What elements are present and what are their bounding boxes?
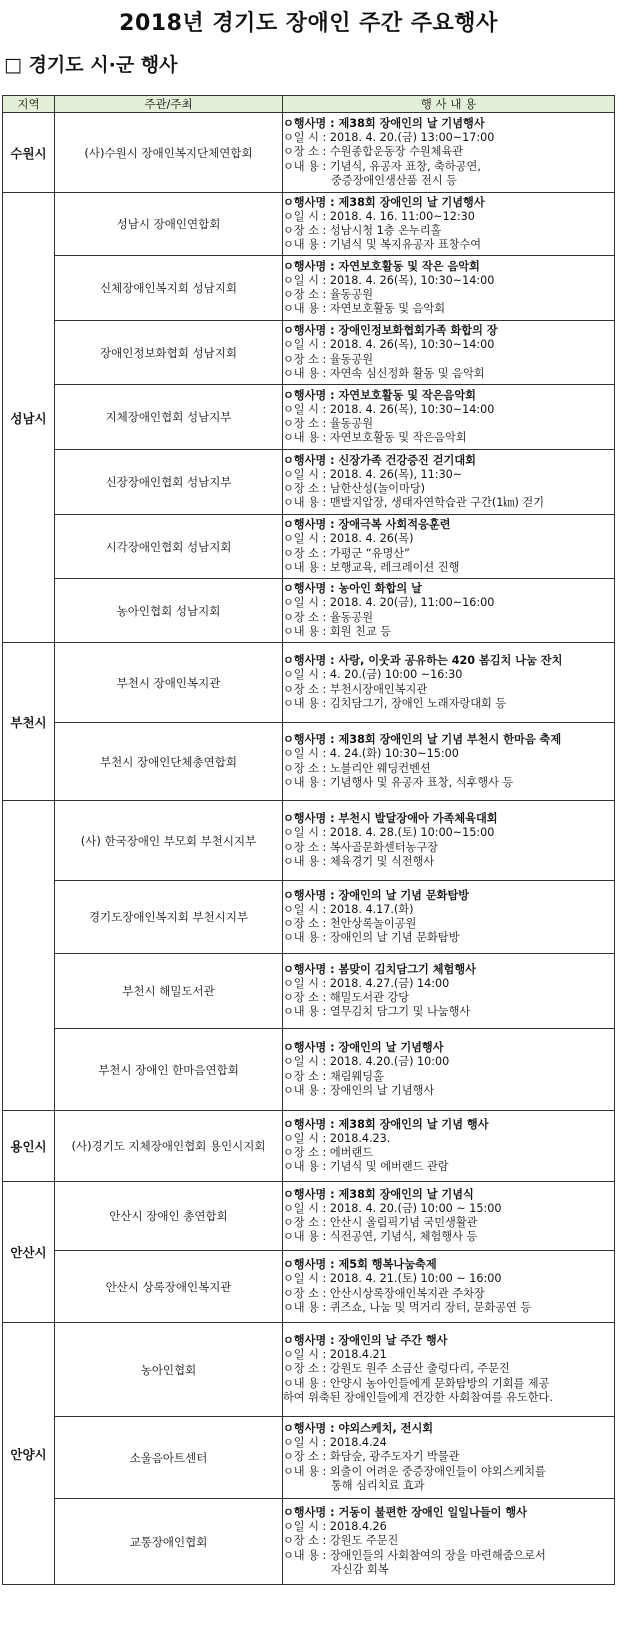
content-cell [283, 385, 615, 450]
content-line: ㅇ행사명 : 거동이 불편한 장애인 일일나들이 행사 [283, 1506, 527, 1520]
region-cell: 용인시 [3, 1111, 55, 1182]
content-line: ㅇ장 소 : 안산시상록장애인복지관 주차장 [283, 1286, 485, 1300]
content-line: ㅇ내 용 : 회원 친교 등 [283, 624, 392, 638]
section-title: □ 경기도 시·군 행사 [4, 54, 178, 76]
content-line: ㅇ내 용 : 퀴즈쇼, 나눔 및 먹거리 장터, 문화공연 등 [283, 1300, 532, 1314]
content-line: ㅇ장 소 : 채림웨딩홀 [283, 1069, 384, 1083]
content-line: ㅇ일 시 : 2018. 4. 26(목), 10:30~14:00 [283, 273, 495, 287]
host-cell: 부천시 장애인복지관 [55, 643, 283, 723]
document-title: 2018년 경기도 장애인 주간 주요행사 [119, 11, 498, 36]
table-row [3, 579, 615, 643]
content-line: ㅇ장 소 : 율동공원 [283, 288, 374, 301]
content-line: ㅇ일 시 : 2018. 4. 20(금), 11:00~16:00 [283, 596, 495, 610]
content-cell [283, 723, 615, 801]
content-line: ㅇ장 소 : 강원도 주문진 [283, 1534, 399, 1548]
host-cell: 농아인협회 성남지회 [55, 579, 283, 643]
host-cell: 장애인정보화협회 성남지회 [55, 321, 283, 385]
table-row [3, 1417, 615, 1499]
content-cell [283, 1417, 615, 1499]
content-line: ㅇ내 용 : 보행교육, 레크레이션 진행 [283, 560, 460, 574]
content-line: ㅇ내 용 : 기념행사 및 유공자 표창, 식후행사 등 [283, 775, 514, 789]
content-cell [283, 1499, 615, 1585]
content-line: ㅇ내 용 : 맨발지압장, 생태자연학습관 구간(1㎞) 걷기 [283, 496, 545, 510]
content-line: 하여 위축된 장애인들에게 건강한 사회참여를 유도한다. [283, 1390, 553, 1404]
content-line: ㅇ장 소 : 가평군 “유명산” [283, 546, 410, 560]
content-line: ㅇ행사명 : 장애인의 날 기념행사 [283, 1041, 444, 1055]
host-cell: 소울음아트센터 [55, 1417, 283, 1499]
content-line: ㅇ내 용 : 기념식 및 복지유공자 표창수여 [283, 238, 482, 252]
content-line: ㅇ장 소 : 남한산성(놀이마당) [283, 482, 426, 495]
content-line: ㅇ장 소 : 율동공원 [283, 610, 374, 624]
host-cell: 안산시 상록장애인복지관 [55, 1251, 283, 1323]
table-row [3, 1323, 615, 1417]
content-line: ㅇ일 시 : 2018. 4. 20.(금) 13:00~17:00 [283, 131, 495, 145]
host-cell: 교통장애인협회 [55, 1499, 283, 1585]
content-line: ㅇ일 시 : 2018.4.21 [283, 1348, 387, 1362]
table-row [3, 321, 615, 385]
content-line: ㅇ장 소 : 부천시장애인복지관 [283, 682, 428, 696]
content-cell [283, 1323, 615, 1417]
content-line: ㅇ내 용 : 기념식, 유공자 표창, 축하공연, [283, 159, 481, 173]
table-row [3, 515, 615, 579]
content-line: ㅇ행사명 : 제38회 장애인의 날 기념식 [283, 1187, 474, 1201]
content-line: ㅇ행사명 : 장애인정보화협회가족 화합의 장 [283, 324, 498, 338]
content-line: ㅇ장 소 : 강원도 원주 소금산 출렁다리, 주문진 [283, 1362, 510, 1376]
content-line: ㅇ내 용 : 열무김치 담그기 및 나눔행사 [283, 1005, 471, 1019]
content-line: ㅇ장 소 : 안산시 올림픽기념 국민생활관 [283, 1216, 478, 1229]
content-line: ㅇ일 시 : 2018.4.24 [283, 1436, 387, 1450]
content-line: ㅇ행사명 : 장애인의 날 기념 문화탐방 [283, 888, 470, 902]
content-line: ㅇ내 용 : 장애인의 날 기념 문화탐방 [283, 931, 460, 945]
content-cell [283, 1251, 615, 1323]
content-line: ㅇ일 시 : 2018. 4.27.(금) 14:00 [283, 976, 450, 990]
host-cell: 지체장애인협회 성남지부 [55, 385, 283, 450]
table-row [3, 385, 615, 450]
content-line: ㅇ행사명 : 야외스케치, 전시회 [283, 1422, 434, 1436]
content-cell [283, 579, 615, 643]
content-line: ㅇ일 시 : 2018. 4. 26(목), 10:30~14:00 [283, 402, 495, 416]
content-cell [283, 256, 615, 321]
content-cell [283, 954, 615, 1029]
content-line: ㅇ일 시 : 2018.4.26 [283, 1520, 387, 1534]
event-table [2, 95, 615, 1585]
content-line: ㅇ내 용 : 안양시 농아인들에게 문화탐방의 기회를 제공 [283, 1376, 550, 1390]
host-cell: (사) 한국장애인 부모회 부천시지부 [55, 801, 283, 881]
content-line: ㅇ행사명 : 제38회 장애인의 날 기념 행사 [283, 1117, 489, 1131]
region-cell: 안산시 [3, 1182, 55, 1323]
content-cell [283, 1029, 615, 1111]
content-line: ㅇ일 시 : 2018. 4.20.(금) 10:00 [283, 1055, 450, 1069]
content-cell [283, 801, 615, 881]
content-line: ㅇ일 시 : 2018. 4. 26(목), 10:30~14:00 [283, 338, 495, 352]
content-line: ㅇ내 용 : 장애인들의 사회참여의 장을 마련해줌으로서 [283, 1548, 546, 1562]
table-row [3, 643, 615, 723]
table-header-row [3, 96, 615, 113]
host-cell: 신장장애인협회 성남지부 [55, 450, 283, 515]
content-line: ㅇ장 소 : 성남시청 1층 온누리홀 [283, 224, 442, 237]
host-cell: (사)수원시 장애인복지단체연합회 [55, 113, 283, 193]
host-cell: 신체장애인복지회 성남지회 [55, 256, 283, 321]
content-line: ㅇ장 소 : 노블리안 웨딩컨벤션 [283, 761, 431, 775]
content-cell [283, 321, 615, 385]
content-line: ㅇ행사명 : 제38회 장애인의 날 기념행사 [283, 195, 485, 209]
table-row [3, 113, 615, 193]
content-line: ㅇ내 용 : 식전공연, 기념식, 체험행사 등 [283, 1230, 478, 1244]
content-line: ㅇ행사명 : 농아인 화합의 날 [283, 582, 422, 596]
table-row [3, 450, 615, 515]
content-line: ㅇ일 시 : 2018. 4. 26(목) [283, 532, 414, 546]
table-row [3, 954, 615, 1029]
content-line: ㅇ일 시 : 2018. 4. 20.(금) 10:00 ~ 15:00 [283, 1201, 502, 1215]
table-row [3, 801, 615, 881]
content-line: ㅇ장 소 : 해밀도서관 강당 [283, 991, 410, 1004]
content-line: ㅇ행사명 : 신장가족 건강증진 걷기대회 [283, 453, 476, 467]
host-cell: (사)경기도 지체장애인협회 용인시지회 [55, 1111, 283, 1182]
content-line: ㅇ내 용 : 자연속 심신정화 활동 및 음악회 [283, 366, 485, 380]
content-line: ㅇ행사명 : 제38회 장애인의 날 기념행사 [283, 117, 485, 131]
content-cell [283, 643, 615, 723]
header-host: 주관/주최 [55, 96, 283, 113]
content-line: ㅇ일 시 : 2018. 4. 16. 11:00~12:30 [283, 209, 475, 223]
table-row [3, 723, 615, 801]
content-line: ㅇ일 시 : 2018. 4. 21.(토) 10:00 ~ 16:00 [283, 1272, 502, 1286]
content-line: 통해 심리치료 효과 [331, 1478, 425, 1492]
content-cell [283, 881, 615, 954]
content-line: ㅇ장 소 : 율동공원 [283, 417, 374, 430]
content-line: ㅇ행사명 : 장애인의 날 주간 행사 [283, 1334, 448, 1348]
content-line: ㅇ내 용 : 외출이 어려운 중증장애인들이 야외스케치를 [283, 1464, 546, 1478]
table-row [3, 1251, 615, 1323]
host-cell: 시각장애인협회 성남지회 [55, 515, 283, 579]
content-line: ㅇ장 소 : 천안상록놀이공원 [283, 917, 417, 930]
content-cell [283, 450, 615, 515]
host-cell: 안산시 장애인 총연합회 [55, 1182, 283, 1251]
content-cell [283, 1182, 615, 1251]
host-cell: 부천시 해밀도서관 [55, 954, 283, 1029]
content-line: ㅇ행사명 : 장애극복 사회적응훈련 [283, 518, 451, 532]
table-row [3, 881, 615, 954]
content-line: ㅇ장 소 : 율동공원 [283, 352, 374, 366]
content-line: ㅇ일 시 : 2018.4.23. [283, 1131, 391, 1145]
table-row [3, 1499, 615, 1585]
table-row [3, 1111, 615, 1182]
content-line: ㅇ내 용 : 장애인의 날 기념행사 [283, 1083, 435, 1097]
content-line: ㅇ행사명 : 제5회 행복나눔축제 [283, 1258, 437, 1272]
content-line: ㅇ내 용 : 기념식 및 에버랜드 관람 [283, 1160, 449, 1174]
content-line: ㅇ장 소 : 수원종합운동장 수원체육관 [283, 145, 464, 159]
content-cell [283, 113, 615, 193]
content-line: ㅇ내 용 : 체육경기 및 식전행사 [283, 854, 435, 868]
host-cell: 부천시 장애인단체총연합회 [55, 723, 283, 801]
header-region: 지역 [3, 96, 55, 113]
host-cell: 농아인협회 [55, 1323, 283, 1417]
content-line: ㅇ행사명 : 자연보호활동 및 작은 음악회 [283, 259, 480, 273]
content-line: ㅇ내 용 : 김치담그기, 장애인 노래자랑대회 등 [283, 696, 507, 710]
content-cell [283, 193, 615, 256]
content-cell [283, 515, 615, 579]
content-line: ㅇ행사명 : 자연보호활동 및 작은음악회 [283, 388, 476, 402]
content-line: ㅇ일 시 : 4. 20.(금) 10:00 ~16:30 [283, 668, 463, 682]
content-line: ㅇ일 시 : 2018. 4. 28.(토) 10:00~15:00 [283, 826, 495, 840]
content-line: ㅇ내 용 : 자연보호활동 및 음악회 [283, 302, 446, 316]
region-cell: 안양시 [3, 1323, 55, 1585]
table-row [3, 1029, 615, 1111]
region-cell [3, 801, 55, 1111]
content-line: ㅇ일 시 : 2018. 4.17.(화) [283, 902, 414, 916]
content-line: 중증장애인생산품 전시 등 [331, 173, 457, 187]
header-content: 행 사 내 용 [283, 96, 615, 113]
host-cell: 성남시 장애인연합회 [55, 193, 283, 256]
table-row [3, 193, 615, 256]
content-line: ㅇ장 소 : 복사골문화센터농구장 [283, 840, 438, 854]
content-cell [283, 1111, 615, 1182]
host-cell: 경기도장애인복지회 부천시지부 [55, 881, 283, 954]
table-row [3, 256, 615, 321]
region-cell: 성남시 [3, 193, 55, 643]
content-line: ㅇ내 용 : 자연보호활동 및 작은음악회 [283, 431, 467, 445]
host-cell: 부천시 장애인 한마음연합회 [55, 1029, 283, 1111]
content-line: ㅇ일 시 : 2018. 4. 26(목), 11:30~ [283, 467, 463, 481]
content-line: ㅇ행사명 : 사랑, 이웃과 공유하는 420 봄김치 나눔 잔치 [283, 654, 563, 668]
content-line: ㅇ행사명 : 부천시 발달장애아 가족체육대회 [283, 812, 498, 826]
region-cell: 수원시 [3, 113, 55, 193]
content-line: ㅇ장 소 : 화담숲, 광주도자기 박물관 [283, 1450, 460, 1464]
content-line: ㅇ행사명 : 봄맞이 김치담그기 체험행사 [283, 962, 476, 976]
content-line: ㅇ행사명 : 제38회 장애인의 날 기념 부천시 한마음 축제 [283, 733, 562, 747]
table-body [3, 113, 615, 1585]
content-line: ㅇ일 시 : 4. 24.(화) 10:30~15:00 [283, 747, 459, 761]
table-row [3, 1182, 615, 1251]
content-line: ㅇ장 소 : 에버랜드 [283, 1146, 374, 1159]
region-cell: 부천시 [3, 643, 55, 801]
content-line: 자신감 회복 [331, 1562, 389, 1576]
